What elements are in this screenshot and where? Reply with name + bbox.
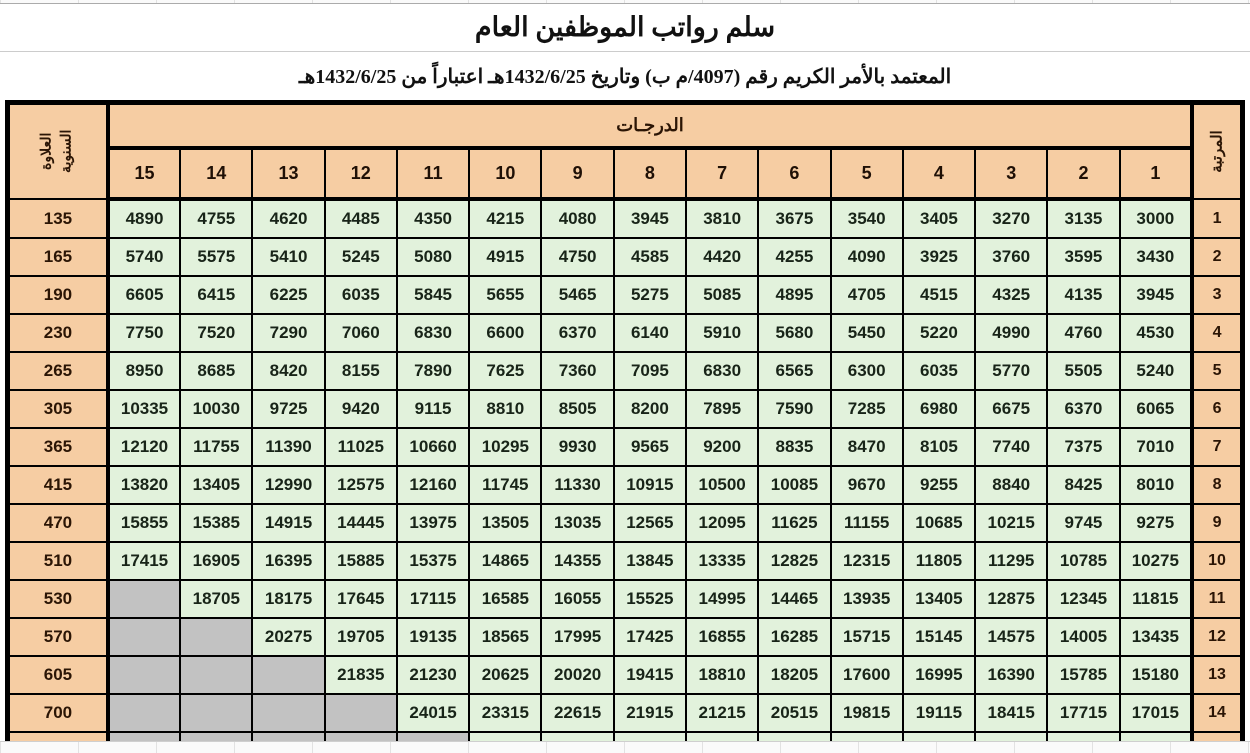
salary-cell: 18415 (975, 694, 1047, 732)
salary-cell: 3540 (831, 199, 903, 238)
spreadsheet-gridline-strip-bottom (0, 741, 1250, 753)
table-row (8, 390, 1243, 428)
salary-cell: 12575 (325, 466, 397, 504)
rank-cell: 11 (1192, 580, 1242, 618)
annual-increment-header-cell (8, 103, 108, 200)
salary-cell: 11295 (975, 542, 1047, 580)
table-row (8, 656, 1243, 694)
degree-column-13: 13 (252, 148, 324, 199)
salary-cell: 18175 (252, 580, 324, 618)
salary-cell: 4755 (180, 199, 252, 238)
salary-cell: 17415 (108, 542, 180, 580)
table-row (8, 466, 1243, 504)
salary-cell: 14995 (686, 580, 758, 618)
salary-cell: 3595 (1047, 238, 1119, 276)
degree-column-5: 5 (831, 148, 903, 199)
rank-header-cell (1192, 103, 1242, 200)
salary-cell: 15180 (1120, 656, 1192, 694)
salary-cell: 4620 (252, 199, 324, 238)
salary-cell: 7520 (180, 314, 252, 352)
salary-cell: 8420 (252, 352, 324, 390)
salary-cell: 8950 (108, 352, 180, 390)
empty-cell (180, 618, 252, 656)
salary-cell: 10215 (975, 504, 1047, 542)
salary-cell: 12315 (831, 542, 903, 580)
salary-cell: 17015 (1120, 694, 1192, 732)
degree-column-6: 6 (758, 148, 830, 199)
salary-cell: 6600 (469, 314, 541, 352)
salary-cell: 12095 (686, 504, 758, 542)
salary-cell: 21230 (397, 656, 469, 694)
salary-cell: 4895 (758, 276, 830, 314)
salary-cell: 9725 (252, 390, 324, 428)
salary-cell: 13505 (469, 504, 541, 542)
salary-cell: 19135 (397, 618, 469, 656)
empty-cell (180, 694, 252, 732)
salary-cell: 7285 (831, 390, 903, 428)
salary-cell: 8835 (758, 428, 830, 466)
salary-cell: 11330 (541, 466, 613, 504)
salary-cell: 13405 (903, 580, 975, 618)
salary-cell: 6300 (831, 352, 903, 390)
salary-cell: 3810 (686, 199, 758, 238)
salary-cell: 9930 (541, 428, 613, 466)
salary-cell: 5245 (325, 238, 397, 276)
salary-cell: 17600 (831, 656, 903, 694)
salary-cell: 3270 (975, 199, 1047, 238)
salary-cell: 13335 (686, 542, 758, 580)
salary-cell: 6675 (975, 390, 1047, 428)
degree-column-1: 1 (1120, 148, 1192, 199)
salary-cell: 4255 (758, 238, 830, 276)
salary-cell: 4090 (831, 238, 903, 276)
salary-cell: 8840 (975, 466, 1047, 504)
salary-cell: 4750 (541, 238, 613, 276)
salary-cell: 19815 (831, 694, 903, 732)
salary-cell: 6605 (108, 276, 180, 314)
salary-cell: 7060 (325, 314, 397, 352)
degree-column-9: 9 (541, 148, 613, 199)
annual-increment-cell: 415 (8, 466, 108, 504)
salary-cell: 13435 (1120, 618, 1192, 656)
salary-cell: 4135 (1047, 276, 1119, 314)
table-row (8, 276, 1243, 314)
salary-cell: 10030 (180, 390, 252, 428)
salary-cell: 7740 (975, 428, 1047, 466)
page-title: سلم رواتب الموظفين العام (0, 4, 1250, 52)
salary-cell: 15855 (108, 504, 180, 542)
salary-cell: 22615 (541, 694, 613, 732)
salary-cell: 5910 (686, 314, 758, 352)
salary-cell: 7895 (686, 390, 758, 428)
annual-increment-cell: 700 (8, 694, 108, 732)
salary-cell: 10335 (108, 390, 180, 428)
salary-cell: 10085 (758, 466, 830, 504)
salary-cell: 6035 (325, 276, 397, 314)
salary-cell: 7890 (397, 352, 469, 390)
rank-header-label: المرتبة (1209, 130, 1226, 173)
salary-cell: 13935 (831, 580, 903, 618)
salary-cell: 14465 (758, 580, 830, 618)
salary-cell: 16055 (541, 580, 613, 618)
salary-cell: 19415 (614, 656, 686, 694)
salary-cell: 9115 (397, 390, 469, 428)
salary-cell: 12120 (108, 428, 180, 466)
salary-cell: 8685 (180, 352, 252, 390)
degree-column-2: 2 (1047, 148, 1119, 199)
salary-cell: 17995 (541, 618, 613, 656)
salary-cell: 12160 (397, 466, 469, 504)
salary-cell: 5655 (469, 276, 541, 314)
salary-cell: 9670 (831, 466, 903, 504)
salary-cell: 3430 (1120, 238, 1192, 276)
salary-cell: 18205 (758, 656, 830, 694)
rank-cell: 13 (1192, 656, 1242, 694)
salary-cell: 3000 (1120, 199, 1192, 238)
salary-cell: 8200 (614, 390, 686, 428)
salary-cell: 5220 (903, 314, 975, 352)
salary-cell: 18565 (469, 618, 541, 656)
salary-cell: 8105 (903, 428, 975, 466)
salary-cell: 20020 (541, 656, 613, 694)
rank-cell: 4 (1192, 314, 1242, 352)
salary-cell: 13820 (108, 466, 180, 504)
salary-cell: 6830 (686, 352, 758, 390)
salary-cell: 6065 (1120, 390, 1192, 428)
salary-cell: 3925 (903, 238, 975, 276)
salary-cell: 13405 (180, 466, 252, 504)
salary-cell: 15715 (831, 618, 903, 656)
salary-cell: 14915 (252, 504, 324, 542)
annual-increment-cell: 570 (8, 618, 108, 656)
salary-cell: 12990 (252, 466, 324, 504)
salary-cell: 5505 (1047, 352, 1119, 390)
salary-cell: 7750 (108, 314, 180, 352)
salary-cell: 15145 (903, 618, 975, 656)
salary-cell: 6035 (903, 352, 975, 390)
salary-cell: 5080 (397, 238, 469, 276)
salary-cell: 5450 (831, 314, 903, 352)
table-row (8, 428, 1243, 466)
rank-cell: 7 (1192, 428, 1242, 466)
salary-cell: 7010 (1120, 428, 1192, 466)
salary-cell: 21915 (614, 694, 686, 732)
degree-header-row (8, 148, 1243, 199)
salary-cell: 21215 (686, 694, 758, 732)
salary-cell: 17645 (325, 580, 397, 618)
salary-cell: 4350 (397, 199, 469, 238)
salary-cell: 15385 (180, 504, 252, 542)
table-row (8, 238, 1243, 276)
salary-cell: 7590 (758, 390, 830, 428)
salary-cell: 10685 (903, 504, 975, 542)
salary-cell: 6225 (252, 276, 324, 314)
salary-cell: 5575 (180, 238, 252, 276)
salary-cell: 10500 (686, 466, 758, 504)
annual-increment-cell: 470 (8, 504, 108, 542)
table-row (8, 694, 1243, 732)
annual-increment-cell: 605 (8, 656, 108, 694)
salary-cell: 7360 (541, 352, 613, 390)
salary-cell: 13975 (397, 504, 469, 542)
salary-cell: 9565 (614, 428, 686, 466)
salary-cell: 6980 (903, 390, 975, 428)
salary-cell: 20275 (252, 618, 324, 656)
salary-cell: 9255 (903, 466, 975, 504)
salary-cell: 5680 (758, 314, 830, 352)
salary-cell: 10275 (1120, 542, 1192, 580)
salary-cell: 21835 (325, 656, 397, 694)
annual-increment-header-label: العلاوة السنوية (39, 129, 75, 174)
salary-cell: 8010 (1120, 466, 1192, 504)
empty-cell (252, 694, 324, 732)
salary-cell: 7625 (469, 352, 541, 390)
degree-column-11: 11 (397, 148, 469, 199)
salary-cell: 14575 (975, 618, 1047, 656)
salary-cell: 8425 (1047, 466, 1119, 504)
empty-cell (325, 694, 397, 732)
salary-cell: 15885 (325, 542, 397, 580)
salary-cell: 4890 (108, 199, 180, 238)
annual-increment-cell: 365 (8, 428, 108, 466)
salary-cell: 17115 (397, 580, 469, 618)
empty-cell (108, 618, 180, 656)
rank-cell: 9 (1192, 504, 1242, 542)
salary-cell: 3945 (614, 199, 686, 238)
rank-cell: 14 (1192, 694, 1242, 732)
salary-cell: 9420 (325, 390, 397, 428)
salary-cell: 5740 (108, 238, 180, 276)
salary-cell: 3405 (903, 199, 975, 238)
rank-cell: 3 (1192, 276, 1242, 314)
salary-cell: 11625 (758, 504, 830, 542)
salary-cell: 11745 (469, 466, 541, 504)
salary-cell: 16855 (686, 618, 758, 656)
salary-cell: 4990 (975, 314, 1047, 352)
salary-cell: 6415 (180, 276, 252, 314)
table-row (8, 618, 1243, 656)
salary-cell: 8810 (469, 390, 541, 428)
rank-cell: 10 (1192, 542, 1242, 580)
salary-cell: 16285 (758, 618, 830, 656)
salary-cell: 4760 (1047, 314, 1119, 352)
rank-cell: 1 (1192, 199, 1242, 238)
salary-cell: 9745 (1047, 504, 1119, 542)
annual-increment-cell: 230 (8, 314, 108, 352)
salary-cell: 5845 (397, 276, 469, 314)
table-row (8, 504, 1243, 542)
salary-cell: 11155 (831, 504, 903, 542)
salary-cell: 11390 (252, 428, 324, 466)
salary-cell: 5410 (252, 238, 324, 276)
table-row (8, 542, 1243, 580)
degrees-header-cell: الدرجـات (108, 103, 1192, 149)
annual-increment-cell: 510 (8, 542, 108, 580)
rank-cell: 6 (1192, 390, 1242, 428)
salary-cell: 13845 (614, 542, 686, 580)
table-row (8, 314, 1243, 352)
salary-cell: 18810 (686, 656, 758, 694)
salary-cell: 6370 (541, 314, 613, 352)
degree-column-3: 3 (975, 148, 1047, 199)
salary-cell: 4420 (686, 238, 758, 276)
salary-cell: 6140 (614, 314, 686, 352)
salary-cell: 5465 (541, 276, 613, 314)
salary-cell: 20625 (469, 656, 541, 694)
annual-increment-cell: 530 (8, 580, 108, 618)
salary-cell: 8470 (831, 428, 903, 466)
rank-cell: 5 (1192, 352, 1242, 390)
salary-cell: 14005 (1047, 618, 1119, 656)
salary-cell: 7375 (1047, 428, 1119, 466)
salary-cell: 4080 (541, 199, 613, 238)
salary-table (5, 100, 1245, 753)
salary-cell: 17715 (1047, 694, 1119, 732)
salary-cell: 15525 (614, 580, 686, 618)
annual-increment-cell: 165 (8, 238, 108, 276)
salary-cell: 6830 (397, 314, 469, 352)
annual-increment-cell: 190 (8, 276, 108, 314)
degree-column-15: 15 (108, 148, 180, 199)
salary-cell: 3135 (1047, 199, 1119, 238)
salary-cell: 20515 (758, 694, 830, 732)
salary-cell: 16395 (252, 542, 324, 580)
salary-cell: 3760 (975, 238, 1047, 276)
title-block (0, 4, 1250, 100)
empty-cell (108, 694, 180, 732)
salary-cell: 16905 (180, 542, 252, 580)
salary-cell: 4705 (831, 276, 903, 314)
salary-cell: 8505 (541, 390, 613, 428)
salary-cell: 3675 (758, 199, 830, 238)
salary-cell: 16995 (903, 656, 975, 694)
salary-cell: 24015 (397, 694, 469, 732)
salary-cell: 14355 (541, 542, 613, 580)
salary-cell: 16390 (975, 656, 1047, 694)
salary-cell: 4215 (469, 199, 541, 238)
degree-column-8: 8 (614, 148, 686, 199)
salary-table-body (8, 199, 1243, 753)
degree-column-12: 12 (325, 148, 397, 199)
salary-cell: 4515 (903, 276, 975, 314)
annual-increment-cell: 135 (8, 199, 108, 238)
degrees-header-row (8, 103, 1243, 149)
salary-cell: 6370 (1047, 390, 1119, 428)
salary-cell: 12825 (758, 542, 830, 580)
rank-cell: 12 (1192, 618, 1242, 656)
degree-column-10: 10 (469, 148, 541, 199)
salary-cell: 11755 (180, 428, 252, 466)
degree-column-14: 14 (180, 148, 252, 199)
salary-cell: 11805 (903, 542, 975, 580)
salary-cell: 9275 (1120, 504, 1192, 542)
salary-cell: 5770 (975, 352, 1047, 390)
salary-cell: 12345 (1047, 580, 1119, 618)
rank-cell: 2 (1192, 238, 1242, 276)
salary-cell: 11815 (1120, 580, 1192, 618)
salary-cell: 19705 (325, 618, 397, 656)
salary-cell: 14445 (325, 504, 397, 542)
salary-cell: 3945 (1120, 276, 1192, 314)
salary-cell: 4585 (614, 238, 686, 276)
salary-cell: 15375 (397, 542, 469, 580)
salary-cell: 12565 (614, 504, 686, 542)
salary-cell: 10785 (1047, 542, 1119, 580)
salary-cell: 5240 (1120, 352, 1192, 390)
salary-cell: 7290 (252, 314, 324, 352)
salary-cell: 23315 (469, 694, 541, 732)
empty-cell (108, 580, 180, 618)
salary-cell: 4530 (1120, 314, 1192, 352)
salary-cell: 17425 (614, 618, 686, 656)
degree-column-4: 4 (903, 148, 975, 199)
salary-cell: 19115 (903, 694, 975, 732)
salary-cell: 6565 (758, 352, 830, 390)
page-subtitle: المعتمد بالأمر الكريم رقم (4097/م ب) وتاريخ 1432/6/25هـ اعتباراً من 1432/6/25هـ (298, 65, 952, 88)
annual-increment-cell: 305 (8, 390, 108, 428)
empty-cell (252, 656, 324, 694)
salary-cell: 12875 (975, 580, 1047, 618)
rank-cell: 8 (1192, 466, 1242, 504)
salary-cell: 5275 (614, 276, 686, 314)
empty-cell (180, 656, 252, 694)
salary-cell: 8155 (325, 352, 397, 390)
salary-cell: 4325 (975, 276, 1047, 314)
salary-cell: 10915 (614, 466, 686, 504)
salary-cell: 11025 (325, 428, 397, 466)
salary-cell: 4915 (469, 238, 541, 276)
annual-increment-cell: 265 (8, 352, 108, 390)
salary-cell: 10295 (469, 428, 541, 466)
degree-column-7: 7 (686, 148, 758, 199)
salary-cell: 7095 (614, 352, 686, 390)
salary-cell: 18705 (180, 580, 252, 618)
salary-cell: 4485 (325, 199, 397, 238)
empty-cell (108, 656, 180, 694)
salary-cell: 10660 (397, 428, 469, 466)
salary-cell: 5085 (686, 276, 758, 314)
table-row (8, 352, 1243, 390)
table-row (8, 199, 1243, 238)
table-row (8, 580, 1243, 618)
salary-cell: 9200 (686, 428, 758, 466)
salary-cell: 13035 (541, 504, 613, 542)
salary-cell: 16585 (469, 580, 541, 618)
salary-cell: 14865 (469, 542, 541, 580)
salary-cell: 15785 (1047, 656, 1119, 694)
